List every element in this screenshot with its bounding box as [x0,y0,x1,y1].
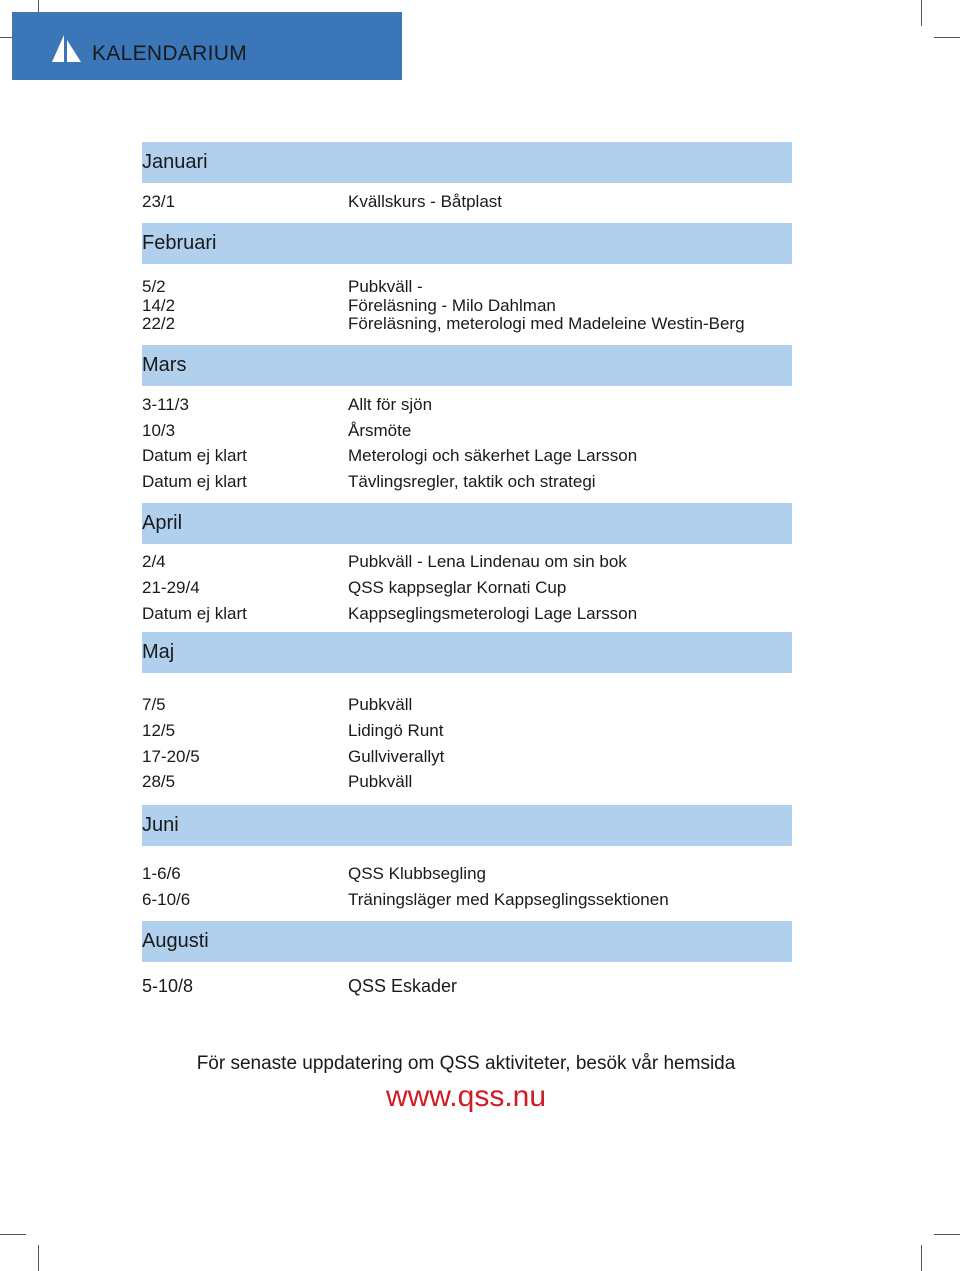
sail-logo-icon [52,35,84,65]
event-title: Pubkväll - Lena Lindenau om sin bok [348,552,627,571]
month-header-juni: Juni [142,805,792,846]
event-date: 28/5 [142,772,176,791]
event-title: Lidingö Runt [348,721,444,740]
event-date: 3-11/3 [142,395,189,414]
event-date: 14/2 [142,296,176,315]
event-date: 17-20/5 [142,747,200,766]
event-title: Föreläsning - Milo Dahlman [348,296,556,315]
event-title: Meterologi och säkerhet Lage Larsson [348,446,638,465]
event-date: 1-6/6 [142,864,181,883]
event-title: Allt för sjön [348,395,433,414]
event-date: 2/4 [142,552,166,571]
event-date: 5-10/8 [142,976,194,996]
crop-mark [934,37,960,38]
event-title: Gullviverallyt [348,747,445,766]
event-title: Årsmöte [348,421,412,440]
event-date: 10/3 [142,421,176,440]
event-date: 21-29/4 [142,578,200,597]
website-link[interactable]: www.qss.nu [385,1080,547,1113]
month-header-januari: Januari [142,142,792,183]
event-title: Pubkväll [348,772,413,791]
month-header-april: April [142,503,792,544]
crop-mark [921,1245,922,1271]
month-header-februari: Februari [142,223,792,264]
event-date: 22/2 [142,314,176,333]
event-date: Datum ej klart [142,604,247,623]
event-date: 23/1 [142,192,176,211]
event-title: Tävlingsregler, taktik och strategi [348,472,596,491]
event-title: Träningsläger med Kappseglingssektionen [348,890,669,909]
event-title: Pubkväll - [348,277,423,296]
crop-mark [38,1245,39,1271]
page-title: KALENDARIUM [92,42,247,65]
event-date: 6-10/6 [142,890,191,909]
event-title: Föreläsning, meterologi med Madeleine Westin-Berg [348,314,745,333]
crop-mark [0,1234,26,1235]
event-date: 5/2 [142,277,166,296]
event-date: Datum ej klart [142,472,247,491]
event-title: Pubkväll [348,695,413,714]
event-date: 7/5 [142,695,166,714]
event-title: QSS kappseglar Kornati Cup [348,578,567,597]
event-title: QSS Eskader [348,976,458,996]
month-header-maj: Maj [142,632,792,673]
crop-mark [934,1234,960,1235]
event-date: Datum ej klart [142,446,247,465]
month-header-augusti: Augusti [142,921,792,962]
month-header-mars: Mars [142,345,792,386]
event-title: Kappseglingsmeterologi Lage Larsson [348,604,638,623]
footer-text: För senaste uppdatering om QSS aktiviteter, besök vår hemsida [196,1053,736,1074]
event-date: 12/5 [142,721,176,740]
crop-mark [921,0,922,26]
event-title: QSS Klubbsegling [348,864,486,883]
event-title: Kvällskurs - Båtplast [348,192,502,211]
